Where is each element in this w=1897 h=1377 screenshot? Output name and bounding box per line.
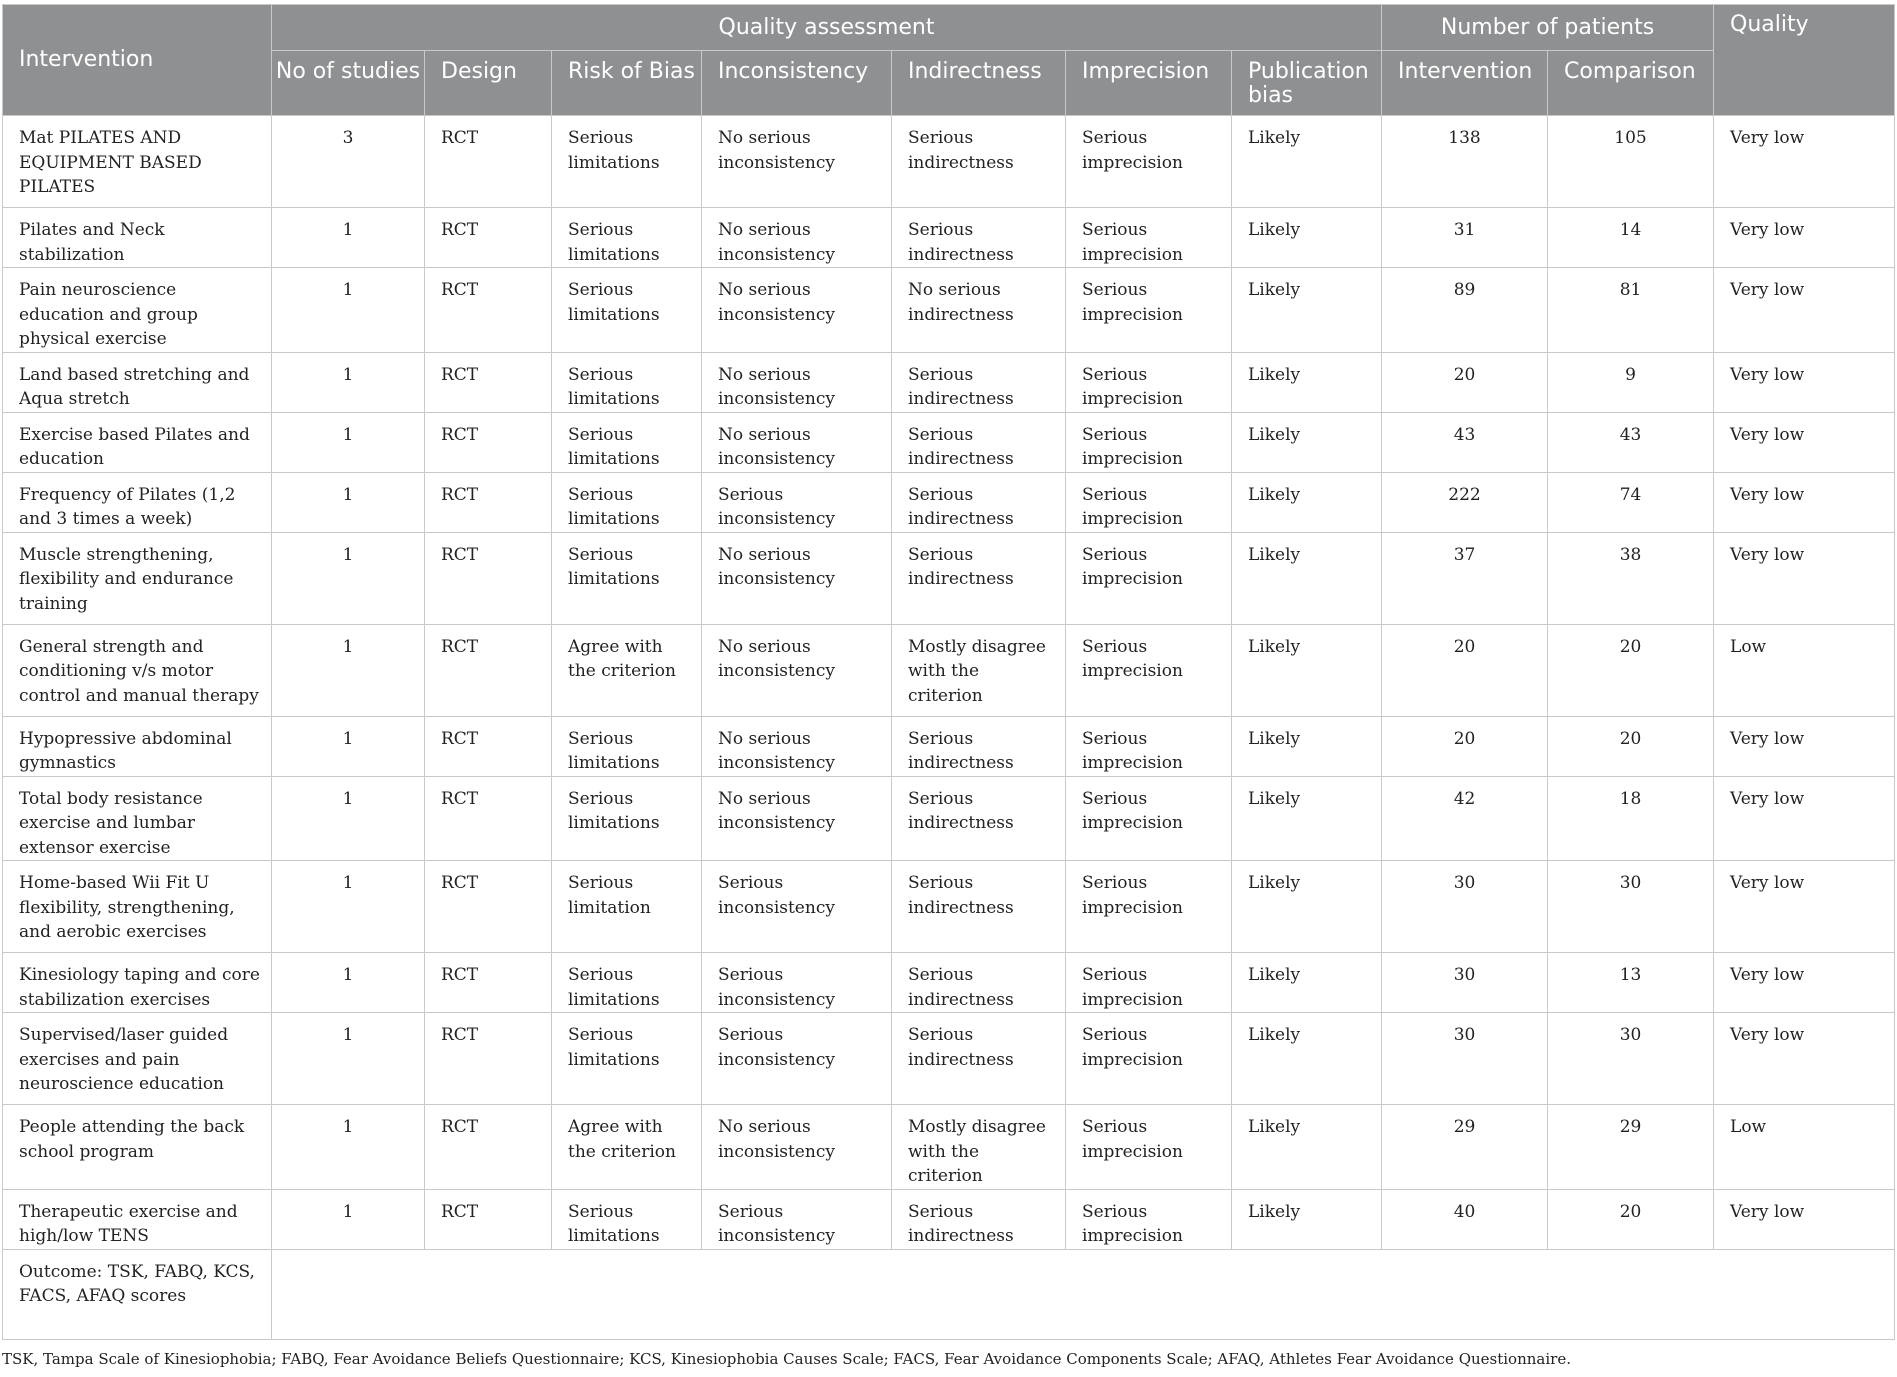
cell-design: RCT (425, 1013, 552, 1105)
cell-design: RCT (425, 268, 552, 353)
cell-indirectness: Serious indirectness (892, 532, 1066, 624)
cell-risk-of-bias: Serious limitations (552, 116, 702, 208)
cell-design: RCT (425, 1105, 552, 1190)
grade-table-container (2, 4, 1894, 1368)
cell-inconsistency: Serious inconsistency (702, 861, 892, 953)
cell-patients-intervention: 42 (1382, 776, 1548, 861)
header-quality: Quality (1714, 5, 1895, 116)
header-design: Design (425, 51, 552, 116)
cell-patients-comparison: 74 (1548, 472, 1714, 532)
cell-publication-bias: Likely (1232, 268, 1382, 353)
cell-patients-intervention: 20 (1382, 352, 1548, 412)
cell-risk-of-bias: Serious limitations (552, 776, 702, 861)
cell-no-of-studies: 1 (272, 953, 425, 1013)
cell-design: RCT (425, 472, 552, 532)
cell-publication-bias: Likely (1232, 352, 1382, 412)
cell-patients-intervention: 30 (1382, 953, 1548, 1013)
cell-patients-intervention: 30 (1382, 861, 1548, 953)
cell-design: RCT (425, 624, 552, 716)
table-row (3, 776, 1895, 861)
cell-publication-bias: Likely (1232, 412, 1382, 472)
cell-quality: Very low (1714, 352, 1895, 412)
cell-design: RCT (425, 208, 552, 268)
cell-publication-bias: Likely (1232, 624, 1382, 716)
cell-quality: Very low (1714, 953, 1895, 1013)
cell-risk-of-bias: Agree with the criterion (552, 1105, 702, 1190)
cell-intervention: Pain neuroscience education and group physical exercise (3, 268, 272, 353)
cell-no-of-studies: 1 (272, 716, 425, 776)
cell-no-of-studies: 1 (272, 1013, 425, 1105)
cell-inconsistency: No serious inconsistency (702, 716, 892, 776)
cell-design: RCT (425, 116, 552, 208)
cell-quality: Very low (1714, 268, 1895, 353)
table-row (3, 532, 1895, 624)
cell-publication-bias: Likely (1232, 472, 1382, 532)
cell-imprecision: Serious imprecision (1066, 861, 1232, 953)
cell-intervention: Home-based Wii Fit U flexibility, strengthening, and aerobic exercises (3, 861, 272, 953)
cell-patients-intervention: 20 (1382, 624, 1548, 716)
cell-imprecision: Serious imprecision (1066, 532, 1232, 624)
cell-patients-comparison: 30 (1548, 861, 1714, 953)
cell-no-of-studies: 1 (272, 412, 425, 472)
cell-patients-comparison: 20 (1548, 716, 1714, 776)
cell-patients-comparison: 43 (1548, 412, 1714, 472)
cell-patients-intervention: 29 (1382, 1105, 1548, 1190)
cell-inconsistency: No serious inconsistency (702, 1105, 892, 1190)
cell-no-of-studies: 3 (272, 116, 425, 208)
cell-imprecision: Serious imprecision (1066, 208, 1232, 268)
cell-quality: Very low (1714, 472, 1895, 532)
cell-patients-comparison: 18 (1548, 776, 1714, 861)
cell-indirectness: Serious indirectness (892, 776, 1066, 861)
table-row (3, 716, 1895, 776)
cell-publication-bias: Likely (1232, 1105, 1382, 1190)
cell-imprecision: Serious imprecision (1066, 953, 1232, 1013)
cell-publication-bias: Likely (1232, 116, 1382, 208)
table-row (3, 624, 1895, 716)
cell-indirectness: Serious indirectness (892, 412, 1066, 472)
cell-design: RCT (425, 776, 552, 861)
header-publication-bias: Publication bias (1232, 51, 1382, 116)
cell-patients-comparison: 81 (1548, 268, 1714, 353)
cell-publication-bias: Likely (1232, 1013, 1382, 1105)
cell-risk-of-bias: Serious limitations (552, 953, 702, 1013)
cell-risk-of-bias: Serious limitations (552, 208, 702, 268)
cell-patients-comparison: 13 (1548, 953, 1714, 1013)
cell-no-of-studies: 1 (272, 1105, 425, 1190)
cell-patients-intervention: 222 (1382, 472, 1548, 532)
cell-intervention: General strength and conditioning v/s motor control and manual therapy (3, 624, 272, 716)
cell-indirectness: Mostly disagree with the criterion (892, 1105, 1066, 1190)
cell-indirectness: Serious indirectness (892, 861, 1066, 953)
cell-quality: Very low (1714, 116, 1895, 208)
cell-design: RCT (425, 953, 552, 1013)
cell-inconsistency: Serious inconsistency (702, 953, 892, 1013)
cell-imprecision: Serious imprecision (1066, 1189, 1232, 1249)
cell-design: RCT (425, 861, 552, 953)
cell-inconsistency: No serious inconsistency (702, 776, 892, 861)
cell-imprecision: Serious imprecision (1066, 1105, 1232, 1190)
cell-indirectness: Serious indirectness (892, 352, 1066, 412)
cell-inconsistency: Serious inconsistency (702, 1013, 892, 1105)
cell-imprecision: Serious imprecision (1066, 116, 1232, 208)
cell-inconsistency: No serious inconsistency (702, 116, 892, 208)
cell-risk-of-bias: Serious limitation (552, 861, 702, 953)
table-row (3, 1013, 1895, 1105)
cell-indirectness: Mostly disagree with the criterion (892, 624, 1066, 716)
cell-quality: Very low (1714, 716, 1895, 776)
table-row (3, 268, 1895, 353)
cell-no-of-studies: 1 (272, 776, 425, 861)
cell-no-of-studies: 1 (272, 624, 425, 716)
cell-intervention: Kinesiology taping and core stabilization exercises (3, 953, 272, 1013)
cell-intervention: Supervised/laser guided exercises and pain neuroscience education (3, 1013, 272, 1105)
table-row (3, 1189, 1895, 1249)
header-intervention: Intervention (3, 5, 272, 116)
cell-patients-comparison: 20 (1548, 624, 1714, 716)
table-row (3, 861, 1895, 953)
cell-design: RCT (425, 412, 552, 472)
table-row (3, 953, 1895, 1013)
cell-imprecision: Serious imprecision (1066, 472, 1232, 532)
cell-quality: Low (1714, 1105, 1895, 1190)
cell-patients-comparison: 38 (1548, 532, 1714, 624)
cell-indirectness: Serious indirectness (892, 716, 1066, 776)
cell-indirectness: Serious indirectness (892, 1013, 1066, 1105)
cell-imprecision: Serious imprecision (1066, 716, 1232, 776)
cell-intervention: Muscle strengthening, flexibility and endurance training (3, 532, 272, 624)
cell-no-of-studies: 1 (272, 268, 425, 353)
cell-patients-comparison: 20 (1548, 1189, 1714, 1249)
cell-publication-bias: Likely (1232, 1189, 1382, 1249)
cell-indirectness: Serious indirectness (892, 472, 1066, 532)
cell-risk-of-bias: Serious limitations (552, 472, 702, 532)
cell-patients-intervention: 31 (1382, 208, 1548, 268)
cell-design: RCT (425, 716, 552, 776)
cell-inconsistency: No serious inconsistency (702, 268, 892, 353)
cell-quality: Very low (1714, 861, 1895, 953)
cell-publication-bias: Likely (1232, 716, 1382, 776)
cell-risk-of-bias: Serious limitations (552, 412, 702, 472)
header-inconsistency: Inconsistency (702, 51, 892, 116)
header-indirectness: Indirectness (892, 51, 1066, 116)
cell-inconsistency: No serious inconsistency (702, 624, 892, 716)
cell-publication-bias: Likely (1232, 953, 1382, 1013)
cell-intervention: Total body resistance exercise and lumbar extensor exercise (3, 776, 272, 861)
cell-patients-intervention: 37 (1382, 532, 1548, 624)
cell-design: RCT (425, 352, 552, 412)
cell-patients-intervention: 43 (1382, 412, 1548, 472)
cell-no-of-studies: 1 (272, 472, 425, 532)
cell-imprecision: Serious imprecision (1066, 352, 1232, 412)
cell-risk-of-bias: Serious limitations (552, 1013, 702, 1105)
table-row (3, 116, 1895, 208)
cell-intervention: Mat PILATES AND EQUIPMENT BASED PILATES (3, 116, 272, 208)
cell-patients-comparison: 14 (1548, 208, 1714, 268)
cell-imprecision: Serious imprecision (1066, 776, 1232, 861)
cell-quality: Very low (1714, 776, 1895, 861)
table-row (3, 352, 1895, 412)
cell-indirectness: Serious indirectness (892, 116, 1066, 208)
cell-intervention: Pilates and Neck stabilization (3, 208, 272, 268)
cell-publication-bias: Likely (1232, 532, 1382, 624)
cell-intervention: Land based stretching and Aqua stretch (3, 352, 272, 412)
cell-indirectness: Serious indirectness (892, 953, 1066, 1013)
cell-patients-intervention: 30 (1382, 1013, 1548, 1105)
cell-inconsistency: No serious inconsistency (702, 532, 892, 624)
header-risk-of-bias: Risk of Bias (552, 51, 702, 116)
cell-patients-intervention: 40 (1382, 1189, 1548, 1249)
cell-inconsistency: No serious inconsistency (702, 208, 892, 268)
cell-no-of-studies: 1 (272, 1189, 425, 1249)
cell-risk-of-bias: Serious limitations (552, 1189, 702, 1249)
cell-design: RCT (425, 532, 552, 624)
cell-intervention: Therapeutic exercise and high/low TENS (3, 1189, 272, 1249)
cell-patients-comparison: 30 (1548, 1013, 1714, 1105)
cell-imprecision: Serious imprecision (1066, 268, 1232, 353)
cell-no-of-studies: 1 (272, 861, 425, 953)
cell-intervention: Exercise based Pilates and education (3, 412, 272, 472)
outcome-row (3, 1249, 1895, 1339)
header-patients-intervention: Intervention (1382, 51, 1548, 116)
cell-risk-of-bias: Agree with the criterion (552, 624, 702, 716)
cell-quality: Very low (1714, 1189, 1895, 1249)
cell-no-of-studies: 1 (272, 352, 425, 412)
cell-patients-comparison: 29 (1548, 1105, 1714, 1190)
cell-quality: Very low (1714, 208, 1895, 268)
cell-inconsistency: Serious inconsistency (702, 472, 892, 532)
table-row (3, 208, 1895, 268)
cell-publication-bias: Likely (1232, 208, 1382, 268)
cell-patients-intervention: 20 (1382, 716, 1548, 776)
header-imprecision: Imprecision (1066, 51, 1232, 116)
cell-imprecision: Serious imprecision (1066, 412, 1232, 472)
table-row (3, 472, 1895, 532)
table-row (3, 1105, 1895, 1190)
table-header (3, 5, 1895, 116)
table-body (3, 116, 1895, 1340)
header-number-of-patients: Number of patients (1382, 5, 1714, 51)
cell-risk-of-bias: Serious limitations (552, 268, 702, 353)
header-quality-assessment: Quality assessment (272, 5, 1382, 51)
cell-inconsistency: No serious inconsistency (702, 412, 892, 472)
cell-quality: Low (1714, 624, 1895, 716)
outcome-empty-cell (272, 1249, 1895, 1339)
cell-no-of-studies: 1 (272, 532, 425, 624)
cell-risk-of-bias: Serious limitations (552, 716, 702, 776)
cell-publication-bias: Likely (1232, 861, 1382, 953)
cell-quality: Very low (1714, 412, 1895, 472)
cell-imprecision: Serious imprecision (1066, 1013, 1232, 1105)
table-footnote: TSK, Tampa Scale of Kinesiophobia; FABQ, Fear Avoidance Beliefs Questionnaire; KCS, Kinesiophobia Causes Scale; FACS, Fear Avoidance Components Scale; AFAQ, Athletes Fear Avoidance Questionnaire. (2, 1349, 1571, 1368)
cell-design: RCT (425, 1189, 552, 1249)
header-patients-comparison: Comparison (1548, 51, 1714, 116)
cell-patients-comparison: 9 (1548, 352, 1714, 412)
table-row (3, 412, 1895, 472)
cell-indirectness: No serious indirectness (892, 268, 1066, 353)
cell-patients-intervention: 89 (1382, 268, 1548, 353)
cell-indirectness: Serious indirectness (892, 1189, 1066, 1249)
header-no-of-studies: No of studies (272, 51, 425, 116)
cell-publication-bias: Likely (1232, 776, 1382, 861)
cell-no-of-studies: 1 (272, 208, 425, 268)
grade-evidence-table (2, 4, 1895, 1340)
cell-inconsistency: Serious inconsistency (702, 1189, 892, 1249)
cell-indirectness: Serious indirectness (892, 208, 1066, 268)
cell-intervention: People attending the back school program (3, 1105, 272, 1190)
cell-risk-of-bias: Serious limitations (552, 532, 702, 624)
cell-intervention: Frequency of Pilates (1,2 and 3 times a week) (3, 472, 272, 532)
cell-quality: Very low (1714, 1013, 1895, 1105)
cell-imprecision: Serious imprecision (1066, 624, 1232, 716)
cell-patients-intervention: 138 (1382, 116, 1548, 208)
cell-quality: Very low (1714, 532, 1895, 624)
cell-inconsistency: No serious inconsistency (702, 352, 892, 412)
cell-patients-comparison: 105 (1548, 116, 1714, 208)
cell-intervention: Hypopressive abdominal gymnastics (3, 716, 272, 776)
outcome-cell: Outcome: TSK, FABQ, KCS, FACS, AFAQ scores (3, 1249, 272, 1339)
cell-risk-of-bias: Serious limitations (552, 352, 702, 412)
